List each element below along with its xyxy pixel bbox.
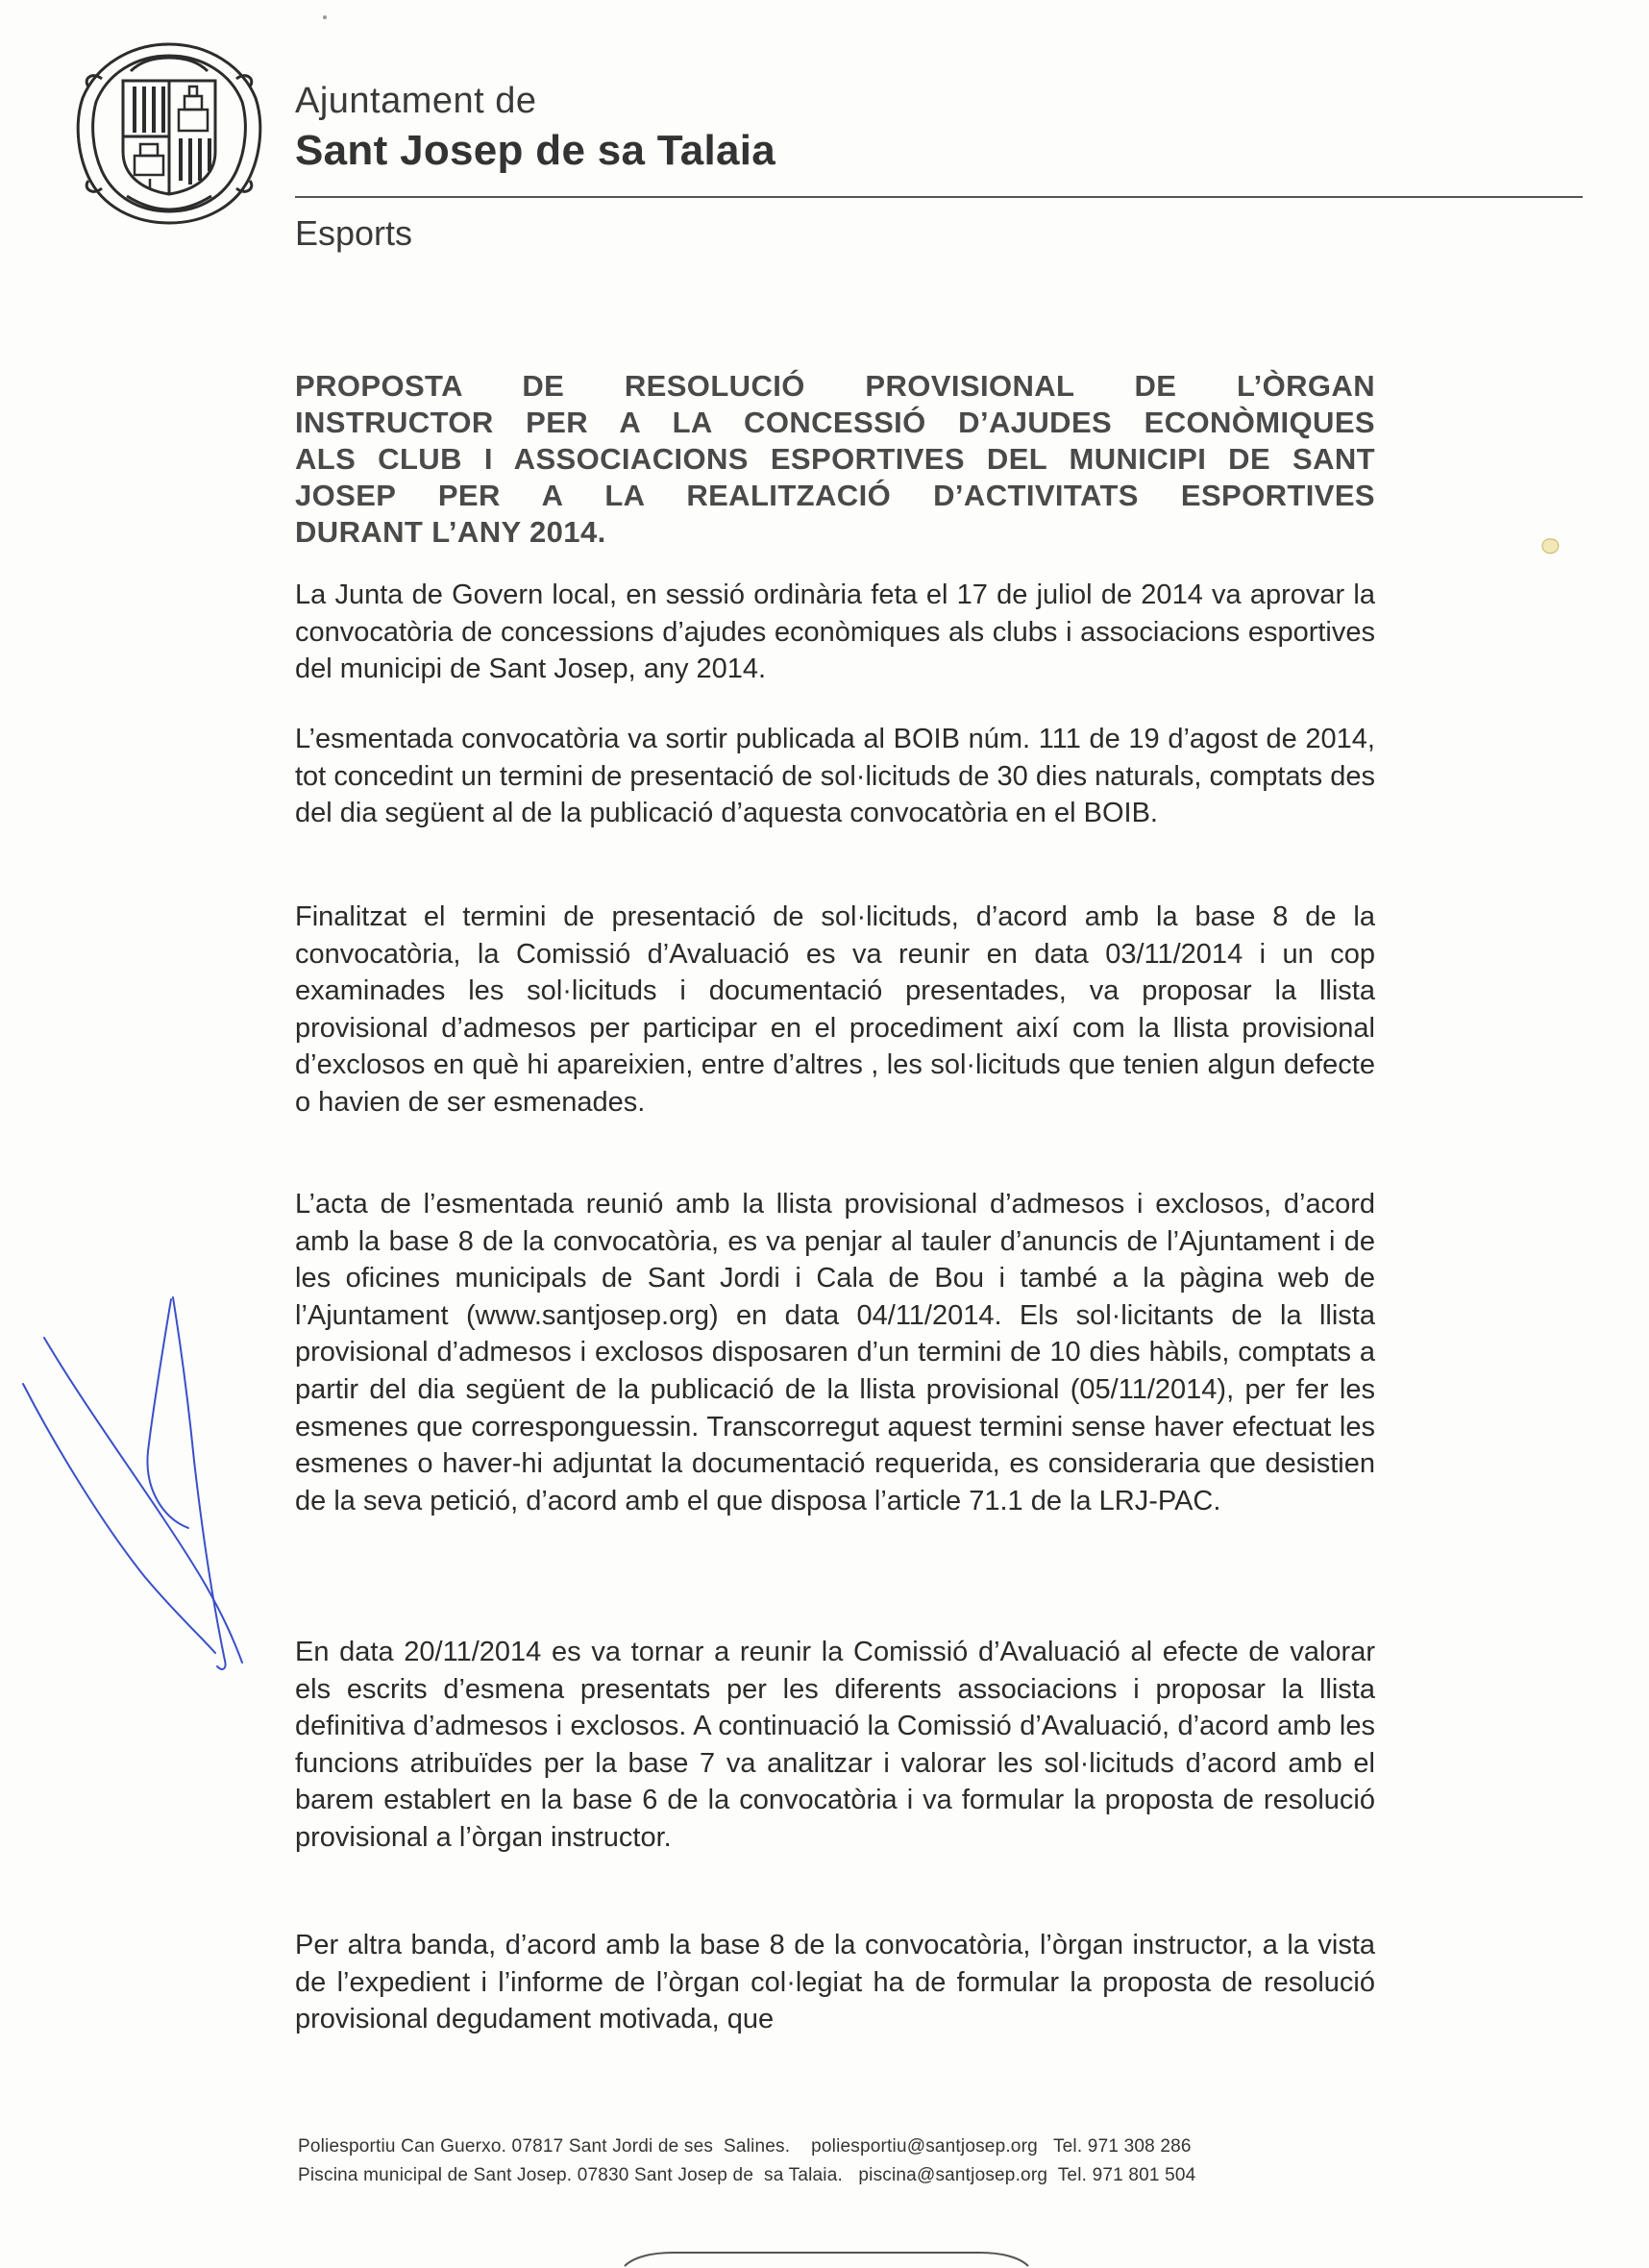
title-line: PROPOSTA DE RESOLUCIÓ PROVISIONAL DE L’ÒRGAN <box>295 369 1375 403</box>
title-line: INSTRUCTOR PER A LA CONCESSIÓ D’AJUDES ECONÒMIQUES <box>295 406 1375 439</box>
paragraph-6: Per altra banda, d’acord amb la base 8 de la convocatòria, l’òrgan instructor, a la vista de l’expedient i l’informe de l’òrgan col·legiat ha de formular la proposta de resolució provisional degudament motivada, que <box>295 1930 1375 2035</box>
scan-edge-mark <box>615 2249 1038 2268</box>
paragraph-4: L’acta de l’esmentada reunió amb la llista provisional d’admesos i exclosos, d’acord amb la base 8 de la convocatòria, es va penjar al tauler d’anuncis de l’Ajuntament i de les oficines municipals de Sant Jordi i Cala de Bou i també a la pàgina web de l’Ajuntament (www.santjosep.org) en data 04/11/2014. Els sol·licitants de la llista provisional d’admesos i exclosos disposaren d’un termini de 10 dies hàbils, comptats a partir del dia següent de la publicació de la llista provisional (05/11/2014), per fer les esmenes que corresponguessin. Transcorregut aquest termini sense haver efectuat les esmenes o haver-hi adjuntat la documentació requerida, es consideraria que desistien de la seva petició, d’acord amb el que disposa l’article 71.1 de la LRJ-PAC. <box>295 1189 1375 1516</box>
paragraph-1: La Junta de Govern local, en sessió ordinària feta el 17 de juliol de 2014 va aprovar la convocatòria de concessions d’ajudes econòmiques als clubs i associacions esportives del municipi de Sant Josep, any 2014. <box>295 579 1375 685</box>
paragraph-5: En data 20/11/2014 es va tornar a reunir la Comissió d’Avaluació al efecte de valorar els escrits d’esmena presentats per les diferents associacions i proposar la llista definitiva d’admesos i exclosos. A continuació la Comissió d’Avaluació, d’acord amb les funcions atribuïdes per la base 7 va analitzar i valorar les sol·licituds d’acord amb el barem establert en la base 6 de la convocatòria i va formular la proposta de resolució provisional a l’òrgan instructor. <box>295 1637 1375 1853</box>
title-line: JOSEP PER A LA REALITZACIÓ D’ACTIVITATS ESPORTIVES <box>295 479 1375 512</box>
title-line: DURANT L’ANY 2014. <box>295 515 606 549</box>
department-name: Esports <box>295 213 413 253</box>
document-title <box>295 368 1375 551</box>
title-line: ALS CLUB I ASSOCIACIONS ESPORTIVES DEL MUNICIPI DE SANT <box>295 442 1375 476</box>
handwritten-signature-mark <box>19 1288 269 1691</box>
header-divider <box>295 196 1583 198</box>
organization-name-line1: Ajuntament de <box>295 81 537 121</box>
footer-address-1: Poliesportiu Can Guerxo. 07817 Sant Jordi de ses Salines. poliesportiu@santjosep.org Tel. 971 308 286 <box>298 2136 1192 2157</box>
paragraph-2: L’esmentada convocatòria va sortir publicada al BOIB núm. 111 de 19 d’agost de 2014, tot concedint un termini de presentació de sol·licituds de 30 dies naturals, comptats des del dia següent al de la publicació d’aquesta convocatòria en el BOIB. <box>295 724 1375 829</box>
organization-name-line2: Sant Josep de sa Talaia <box>295 127 776 174</box>
paper-stain-mark <box>1539 536 1561 555</box>
footer-address-2: Piscina municipal de Sant Josep. 07830 Sant Josep de sa Talaia. piscina@santjosep.org Tel. 971 801 504 <box>298 2165 1196 2185</box>
municipal-coat-of-arms-icon <box>73 37 265 229</box>
scan-speck <box>323 15 327 19</box>
paragraph-3: Finalitzat el termini de presentació de sol·licituds, d’acord amb la base 8 de la convocatòria, la Comissió d’Avaluació es va reunir en data 03/11/2014 i un cop examinades les sol·licituds i documentació presentades, va proposar la llista provisional d’admesos per participar en el procediment així com la llista provisional d’exclosos en què hi apareixien, entre d’altres , les sol·licituds que tenien algun defecte o havien de ser esmenades. <box>295 901 1375 1118</box>
